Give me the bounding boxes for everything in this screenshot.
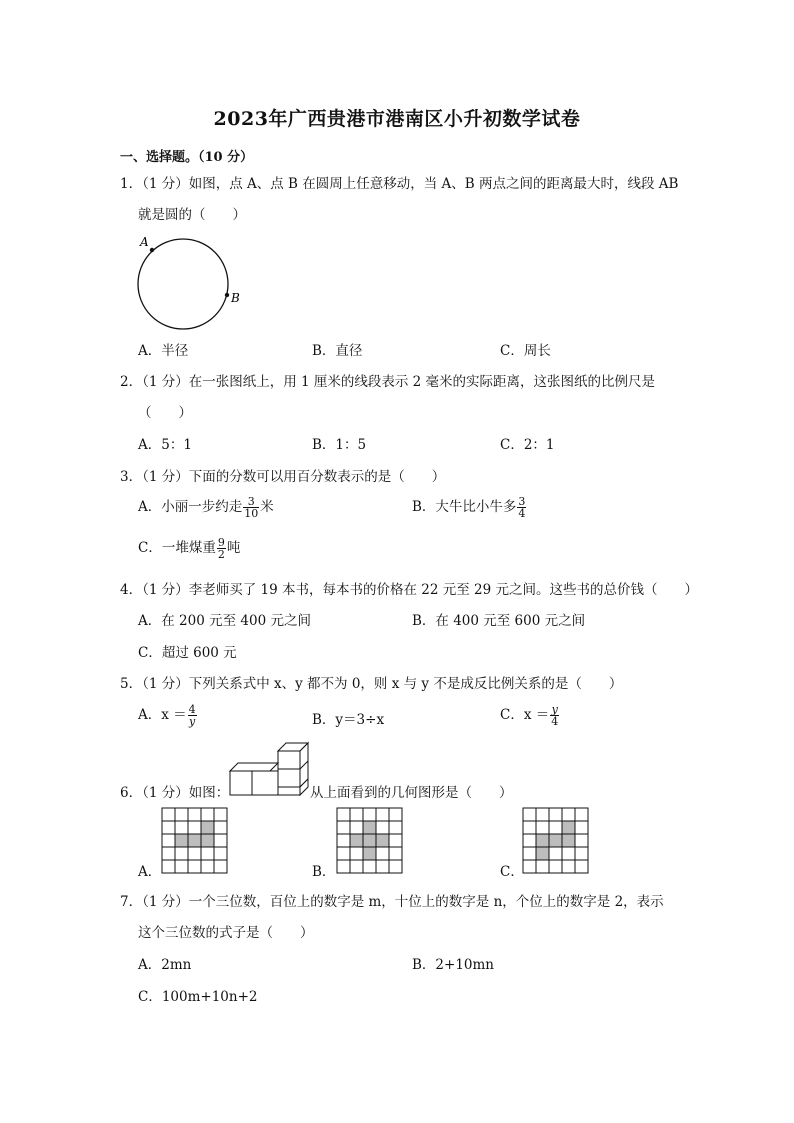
q5-option-b[interactable]: B．y＝3÷x [312, 712, 385, 728]
q3-b-denominator: 4 [518, 507, 526, 520]
q5-a-prefix: A．x ＝ [138, 707, 187, 723]
q1-option-c[interactable]: C．周长 [500, 343, 551, 359]
q5-c-numerator: y [551, 703, 558, 716]
q3-text: 3．（1 分）下面的分数可以用百分数表示的是（ ） [120, 469, 446, 485]
q3-b-numerator: 3 [518, 495, 526, 508]
page-title: 2023年广西贵港市港南区小升初数学试卷 [213, 108, 581, 130]
q1-text-line2: 就是圆的（ ） [138, 207, 246, 223]
q5-a-fraction [188, 704, 197, 727]
q5-c-fraction [550, 704, 559, 727]
q5-text: 5．（1 分）下列关系式中 x、y 都不为 0，则 x 与 y 不是成反比例关系的是（ ） [120, 676, 623, 692]
q1-option-a[interactable]: A．半径 [138, 343, 189, 359]
q2-text-line1: 2．（1 分）在一张图纸上，用 1 厘米的线段表示 2 毫米的实际距离，这张图纸的比例尺是 [120, 374, 656, 390]
q5-option-c[interactable] [500, 704, 560, 727]
q4-text: 4．（1 分）李老师买了 19 本书，每本书的价格在 22 元至 29 元之间。这些书的总价钱（ ） [120, 582, 699, 598]
q4-option-c[interactable]: C．超过 600 元 [138, 645, 237, 661]
q5-a-denominator: y [189, 715, 196, 728]
q4-option-a[interactable]: A．在 200 元至 400 元之间 [138, 613, 311, 629]
q7-text-line2: 这个三位数的式子是（ ） [138, 925, 314, 941]
q3-a-fraction [243, 496, 259, 519]
q3-b-fraction [517, 496, 526, 519]
q7-text-line1: 7．（1 分）一个三位数，百位上的数字是 m，十位上的数字是 n，个位上的数字是 2，表示 [120, 894, 664, 910]
q5-a-numerator: 4 [188, 703, 196, 716]
q6-text-prefix: 6．（1 分）如图： [120, 785, 230, 801]
q4-option-b[interactable]: B．在 400 元至 600 元之间 [412, 613, 586, 629]
q2-option-b[interactable]: B．1：5 [312, 437, 367, 453]
q3-option-b[interactable] [412, 496, 527, 519]
q6-cube-figure [228, 741, 314, 799]
q5-c-denominator: 4 [551, 715, 559, 728]
q3-c-fraction [217, 537, 226, 560]
q6-option-b[interactable]: B． [312, 864, 336, 880]
q1-circle-figure [130, 232, 240, 332]
q6-option-a[interactable]: A． [138, 864, 162, 880]
section-heading: 一、选择题。（10 分） [120, 150, 254, 165]
q2-option-c[interactable]: C．2：1 [500, 437, 555, 453]
q2-text-line2: （ ） [138, 405, 192, 421]
q1-label-b: B [231, 291, 240, 305]
q2-option-a[interactable]: A．5：1 [138, 437, 192, 453]
q6-grid-a [162, 808, 228, 874]
q6-grid-c [523, 808, 589, 874]
q1-label-a: A [140, 235, 149, 249]
q7-option-a[interactable]: A．2mn [138, 957, 192, 973]
q3-a-numerator: 3 [243, 496, 259, 508]
q3-option-a[interactable] [138, 496, 274, 519]
q3-a-denominator: 10 [244, 507, 259, 520]
q7-option-b[interactable]: B．2+10mn [412, 957, 494, 973]
q1-text-line1: 1．（1 分）如图，点 A、点 B 在圆周上任意移动，当 A、B 两点之间的距离最大时，线段 AB [120, 176, 679, 192]
q5-c-prefix: C．x ＝ [500, 707, 550, 723]
q5-option-a[interactable] [138, 704, 198, 727]
q3-c-suffix: 吨 [226, 540, 241, 556]
q6-option-c[interactable]: C． [500, 864, 524, 880]
q3-b-prefix: B．大牛比小牛多 [412, 499, 517, 515]
q1-option-b[interactable]: B．直径 [312, 343, 363, 359]
q3-c-prefix: C．一堆煤重 [138, 540, 216, 556]
q3-c-numerator: 9 [217, 536, 225, 549]
q3-option-c[interactable] [138, 537, 240, 560]
q3-a-prefix: A．小丽一步约走 [138, 499, 243, 515]
q3-c-denominator: 2 [217, 548, 225, 561]
q3-a-suffix: 米 [260, 499, 274, 515]
q6-grid-b [337, 808, 403, 874]
q7-option-c[interactable]: C．100m+10n+2 [138, 989, 258, 1005]
q6-text-suffix: 从上面看到的几何图形是（ ） [310, 785, 513, 801]
